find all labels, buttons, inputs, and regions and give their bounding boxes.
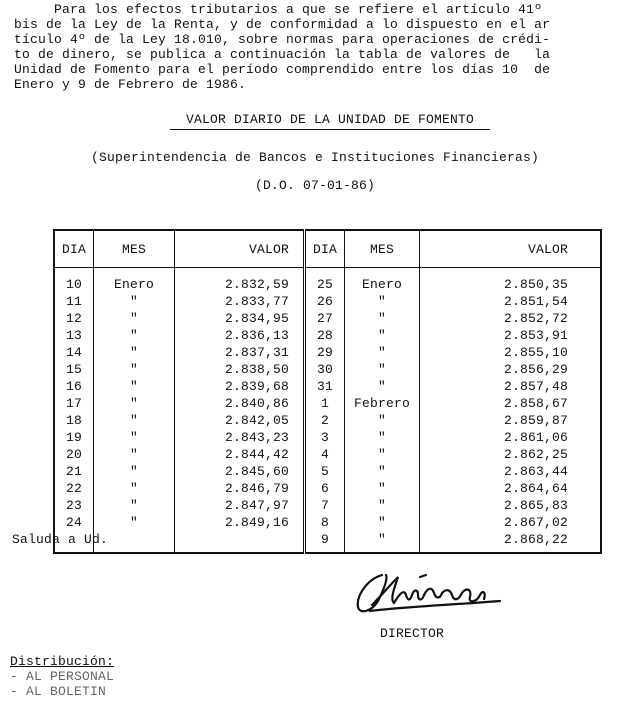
month-cell: " xyxy=(94,395,175,412)
day-cell: 23 xyxy=(54,497,94,514)
value-cell: 2.849,16 xyxy=(175,514,305,531)
month-cell: " xyxy=(94,412,175,429)
day-cell: 29 xyxy=(305,344,345,361)
value-cell: 2.832,59 xyxy=(175,268,305,294)
day-cell: 24 xyxy=(54,514,94,531)
value-cell: 2.834,95 xyxy=(175,310,305,327)
table-row xyxy=(54,480,601,497)
month-cell: " xyxy=(94,480,175,497)
day-cell: 4 xyxy=(305,446,345,463)
table-row xyxy=(54,293,601,310)
value-cell: 2.839,68 xyxy=(175,378,305,395)
month-cell: " xyxy=(94,327,175,344)
signer-title: DIRECTOR xyxy=(380,626,445,641)
value-cell: 2.850,35 xyxy=(503,277,568,292)
header-dia: DIA xyxy=(54,230,94,268)
header-mes: MES xyxy=(94,230,175,268)
value-cell: 2.837,31 xyxy=(175,344,305,361)
official-gazette-reference: (D.O. 07-01-86) xyxy=(254,178,376,193)
month-cell: " xyxy=(345,531,420,553)
value-cell: 2.847,97 xyxy=(175,497,305,514)
header-valor: VALOR xyxy=(175,230,305,268)
intro-line: tículo 4º de la Ley 18.010, sobre normas para operaciones de crédi- xyxy=(14,32,551,47)
day-cell: 20 xyxy=(54,446,94,463)
month-cell: " xyxy=(345,514,420,531)
value-cell: 2.853,91 xyxy=(503,328,568,343)
day-cell: 10 xyxy=(54,268,94,294)
value-cell: 2.864,64 xyxy=(503,481,568,496)
day-cell: 13 xyxy=(54,327,94,344)
month-cell: Enero xyxy=(345,268,420,294)
value-cell: 2.855,10 xyxy=(503,345,568,360)
value-cell: 2.859,87 xyxy=(503,413,568,428)
distribution-item: - AL BOLETIN xyxy=(10,684,107,699)
value-cell: 2.867,02 xyxy=(503,515,568,530)
day-cell: 2 xyxy=(305,412,345,429)
month-cell: " xyxy=(345,446,420,463)
day-cell: 7 xyxy=(305,497,345,514)
day-cell: 5 xyxy=(305,463,345,480)
intro-line: Para los efectos tributarios a que se refiere el artículo 41º xyxy=(14,2,543,17)
month-cell: " xyxy=(345,327,420,344)
month-cell: " xyxy=(345,344,420,361)
value-cell: 2.858,67 xyxy=(503,396,568,411)
table-row xyxy=(54,446,601,463)
month-cell: " xyxy=(94,497,175,514)
month-cell: " xyxy=(345,497,420,514)
day-cell: 31 xyxy=(305,378,345,395)
handwritten-signature xyxy=(350,565,510,620)
value-cell: 2.846,79 xyxy=(175,480,305,497)
intro-line: Enero y 9 de Febrero de 1986. xyxy=(14,77,247,92)
month-cell: " xyxy=(345,378,420,395)
day-cell: 12 xyxy=(54,310,94,327)
table-row xyxy=(54,429,601,446)
value-cell: 2.836,13 xyxy=(175,327,305,344)
month-cell: " xyxy=(94,293,175,310)
day-cell: 6 xyxy=(305,480,345,497)
day-cell: 3 xyxy=(305,429,345,446)
table-row xyxy=(54,268,601,294)
table-row xyxy=(54,344,601,361)
header-mes: MES xyxy=(345,230,420,268)
table-heading: VALOR DIARIO DE LA UNIDAD DE FOMENTO xyxy=(170,112,490,130)
month-cell: " xyxy=(345,293,420,310)
table-row xyxy=(54,395,601,412)
table-row xyxy=(54,514,601,531)
day-cell: 30 xyxy=(305,361,345,378)
value-cell: 2.861,06 xyxy=(503,430,568,445)
table-header-row xyxy=(54,230,601,268)
day-cell: 9 xyxy=(305,531,345,553)
day-cell: 25 xyxy=(305,268,345,294)
month-cell: " xyxy=(94,344,175,361)
month-cell: " xyxy=(345,412,420,429)
value-cell: 2.845,60 xyxy=(175,463,305,480)
header-valor: VALOR xyxy=(420,230,602,268)
month-cell: " xyxy=(345,361,420,378)
day-cell: 15 xyxy=(54,361,94,378)
value-cell: 2.868,22 xyxy=(503,532,568,547)
header-dia: DIA xyxy=(305,230,345,268)
month-cell: Enero xyxy=(94,268,175,294)
value-cell: 2.842,05 xyxy=(175,412,305,429)
value-cell: 2.852,72 xyxy=(503,311,568,326)
distribution-item: - AL PERSONAL xyxy=(10,669,115,684)
table-row xyxy=(54,531,601,553)
table-row xyxy=(54,412,601,429)
month-cell: " xyxy=(345,310,420,327)
day-cell: 21 xyxy=(54,463,94,480)
value-cell: 2.857,48 xyxy=(503,379,568,394)
value-cell: 2.862,25 xyxy=(503,447,568,462)
value-cell: 2.843,23 xyxy=(175,429,305,446)
month-cell: " xyxy=(94,361,175,378)
table-row xyxy=(54,497,601,514)
month-cell: " xyxy=(94,310,175,327)
intro-line: to de dinero, se publica a continuación la tabla de valores de la xyxy=(14,47,551,62)
value-cell: 2.833,77 xyxy=(175,293,305,310)
day-cell: 17 xyxy=(54,395,94,412)
month-cell: " xyxy=(94,514,175,531)
day-cell: 22 xyxy=(54,480,94,497)
value-cell xyxy=(175,531,305,553)
value-cell: 2.856,29 xyxy=(503,362,568,377)
signature xyxy=(350,565,510,624)
day-cell: 18 xyxy=(54,412,94,429)
day-cell: 27 xyxy=(305,310,345,327)
value-cell: 2.865,83 xyxy=(503,498,568,513)
intro-line: Unidad de Fomento para el período comprendido entre los días 10 de xyxy=(14,62,551,77)
value-cell: 2.851,54 xyxy=(503,294,568,309)
uf-values-table xyxy=(53,229,602,554)
month-cell: " xyxy=(94,463,175,480)
day-cell: 1 xyxy=(305,395,345,412)
month-cell: " xyxy=(345,480,420,497)
source-subheading: (Superintendencia de Bancos e Instituciones Financieras) xyxy=(90,150,540,165)
day-cell: 14 xyxy=(54,344,94,361)
table-row xyxy=(54,310,601,327)
distribution-title: Distribución: xyxy=(10,654,115,669)
month-cell: " xyxy=(345,463,420,480)
distribution-list xyxy=(10,654,114,699)
value-cell: 2.863,44 xyxy=(503,464,568,479)
value-cell: 2.838,50 xyxy=(175,361,305,378)
value-cell: 2.844,42 xyxy=(175,446,305,463)
day-cell: 19 xyxy=(54,429,94,446)
intro-line: bis de la Ley de la Renta, y de conformidad a lo dispuesto en el ar xyxy=(14,17,551,32)
month-cell: " xyxy=(345,429,420,446)
month-cell: " xyxy=(94,429,175,446)
table-row xyxy=(54,378,601,395)
table-row xyxy=(54,361,601,378)
closing-salutation: Saluda a Ud. xyxy=(12,532,109,547)
day-cell: 26 xyxy=(305,293,345,310)
month-cell: " xyxy=(94,378,175,395)
intro-paragraph xyxy=(14,2,620,92)
day-cell: 16 xyxy=(54,378,94,395)
day-cell: 8 xyxy=(305,514,345,531)
month-cell: Febrero xyxy=(345,395,420,412)
day-cell: 11 xyxy=(54,293,94,310)
day-cell: 28 xyxy=(305,327,345,344)
month-cell: " xyxy=(94,446,175,463)
value-cell: 2.840,86 xyxy=(175,395,305,412)
table-row xyxy=(54,463,601,480)
table-row xyxy=(54,327,601,344)
